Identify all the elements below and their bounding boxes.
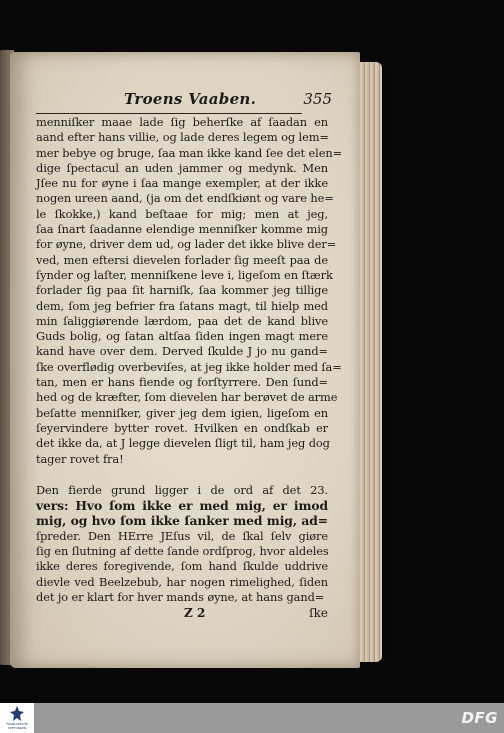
left-logo-text: FRANCKESCHE STIFTUNGEN (6, 722, 28, 730)
text-line: ſke overflødig overbeviſes, at jeg ikke holder med ſa= (36, 359, 342, 374)
text-line: min ſaliggiørende lærdom, paa det de kand blive (36, 313, 328, 328)
text-line: for øyne, driver dem ud, og lader det ikke blive der= (36, 237, 337, 252)
text-line: det ikke da, at J legge dievelen ſligt til, ham jeg dog (36, 436, 330, 451)
text-line: Jſee nu for øyne i ſaa mange exempler, at der ikke (36, 176, 328, 191)
text-line: tan, men er hans fiende og forſtyrrere. Den ſund= (36, 375, 328, 390)
text-line: kand have over dem. Derved ſkulde J jo nu gand= (36, 344, 328, 359)
paragraph-2 (36, 483, 328, 605)
book-page (10, 52, 360, 668)
running-title: Troens Vaaben. (124, 90, 257, 108)
viewer-footer-bar (0, 703, 504, 733)
franckesche-stiftungen-logo[interactable] (0, 703, 34, 733)
text-line: hed og de kræfter, ſom dievelen har berøvet de arme (36, 390, 338, 405)
signature-mark: Z 2 (184, 606, 206, 621)
text-line: menniſker maae lade ſig beherſke af ſaadan en (36, 115, 328, 129)
text-line: ſeyervindere bytter rovet. Hvilken en ondſkab er (36, 420, 328, 435)
text-line: ſynder og laſter, menniſkene leve i, ligeſom en ſtærk (36, 267, 333, 282)
text-line: ved, men eftersi dievelen forlader ſig meeſt paa de (36, 252, 328, 267)
text-line: dievle ved Beelzebub, har nogen rimelighed, ſiden (36, 574, 328, 589)
text-line: ſaa ſnart ſaadanne elendige menniſker komme mig (36, 222, 328, 237)
text-line: mig, og hvo ſom ikke ſanker med mig, ad= (36, 513, 328, 529)
text-line: ikke deres foregivende, ſom hand ſkulde uddrive (36, 559, 328, 574)
page-content (36, 90, 343, 626)
text-line: ſpreder. Den HErre JEſus vil, de ſkal ſelv giøre (36, 528, 328, 543)
text-line: mer bebye og bruge, ſaa man ikke kand ſee det elen= (36, 145, 343, 160)
text-line: Den fierde grund ligger i de ord af det 23. (36, 482, 328, 497)
text-line: forlader ſig paa ſit harniſk, ſaa kommer jeg tillige (36, 283, 328, 298)
text-line: dige ſpectacul an uden jammer og medynk. Men (36, 160, 328, 175)
text-line: beſatte menniſker, giver jeg dem igien, ligeſom en (36, 405, 328, 420)
catchword: ſke (309, 606, 328, 621)
running-header (36, 90, 332, 114)
text-line: le ſkokke,) kand beſtaae for mig; men at jeg, (36, 206, 328, 221)
text-line: aand efter hans villie, og lade deres legem og lem= (36, 130, 329, 145)
paragraph-1 (36, 115, 343, 467)
text-line: vers: Hvo ſom ikke er med mig, er imod (36, 498, 328, 514)
text-line: tager rovet fra! (36, 451, 124, 466)
header-rule (36, 113, 302, 114)
text-line: Guds bolig, og ſatan altſaa ſiden ingen magt mere (36, 329, 328, 344)
page-foot (36, 606, 328, 626)
text-line: ſig en ſlutning af dette ſande ordſprog, hvor aldeles (36, 544, 329, 559)
text-line: nogen ureen aand, (ja om det endſkiønt og vare he= (36, 191, 334, 206)
dfg-logo[interactable]: DFG (461, 709, 498, 727)
text-line: det jo er klart for hver mands øyne, at hans gand= (36, 589, 325, 604)
institution-emblem-icon (10, 706, 24, 722)
page-number: 355 (303, 90, 332, 108)
text-line: dem, ſom jeg befrier fra ſatans magt, til hielp med (36, 298, 328, 313)
